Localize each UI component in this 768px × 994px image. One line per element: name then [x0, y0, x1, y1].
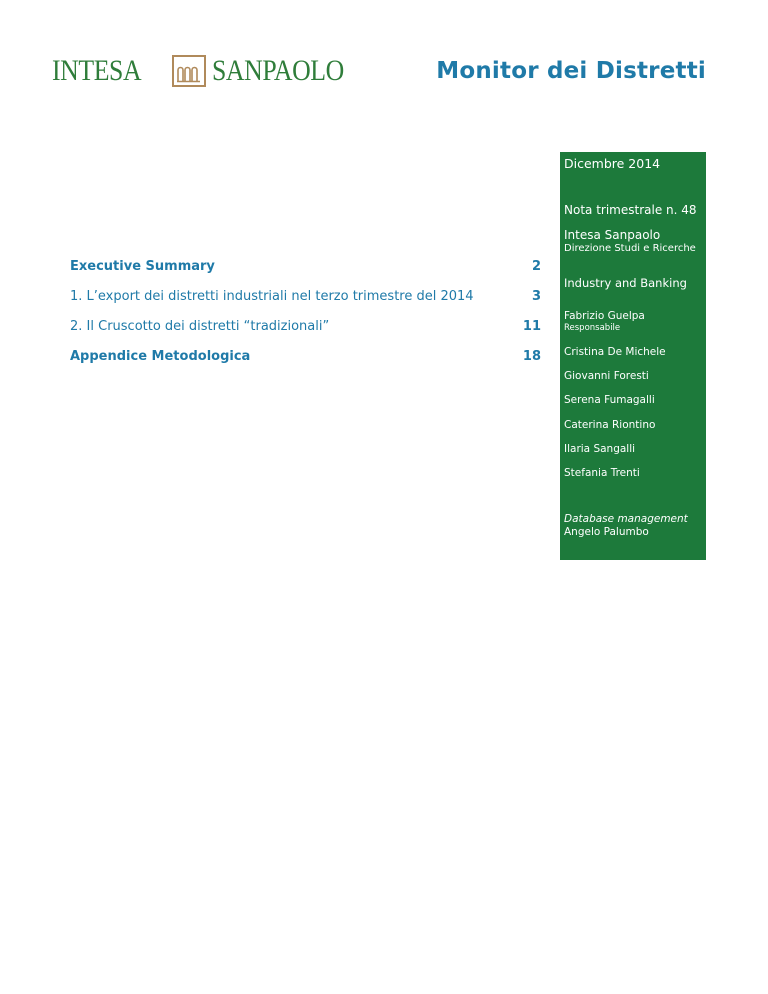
- author-name: Caterina Riontino: [564, 419, 656, 431]
- author-name: Giovanni Foresti: [564, 370, 649, 382]
- unit-name: Industry and Banking: [564, 276, 687, 290]
- toc-entry-export-distretti[interactable]: [70, 289, 544, 319]
- toc-entry-page: 2: [531, 259, 541, 274]
- toc-entry-page: 11: [522, 319, 541, 334]
- toc-entry-label: 2. Il Cruscotto dei distretti “tradizionali”: [70, 319, 330, 334]
- database-management-label: Database management: [564, 513, 688, 525]
- author-name: Stefania Trenti: [564, 467, 640, 479]
- organization-name: Intesa Sanpaolo: [564, 228, 661, 242]
- toc-entry-page: 3: [531, 289, 541, 304]
- publication-date: Dicembre 2014: [564, 156, 661, 171]
- toc-entry-appendice[interactable]: [70, 349, 544, 379]
- document-title: Monitor dei Distretti: [436, 58, 706, 84]
- author-name: Cristina De Michele: [564, 346, 666, 358]
- department-name: Direzione Studi e Ricerche: [564, 243, 696, 254]
- intesa-sanpaolo-logo: [52, 54, 370, 88]
- info-sidebar: [560, 152, 706, 560]
- database-manager-name: Angelo Palumbo: [564, 526, 649, 538]
- author-head-name: Fabrizio Guelpa: [564, 310, 645, 322]
- toc-entry-cruscotto[interactable]: [70, 319, 544, 349]
- note-number: Nota trimestrale n. 48: [564, 203, 697, 217]
- toc-entry-page: 18: [522, 349, 541, 364]
- author-head-role: Responsabile: [564, 323, 621, 333]
- toc-entry-executive-summary[interactable]: [70, 259, 544, 289]
- logo-text-left: INTESA: [52, 54, 142, 87]
- logo-emblem-icon: [172, 55, 206, 87]
- logo-text-right: SANPAOLO: [212, 54, 344, 87]
- author-name: Serena Fumagalli: [564, 394, 655, 406]
- toc-entry-label: Executive Summary: [70, 259, 215, 274]
- author-name: Ilaria Sangalli: [564, 443, 636, 455]
- toc-entry-label: 1. L’export dei distretti industriali nel terzo trimestre del 2014: [70, 289, 474, 304]
- table-of-contents: [70, 259, 544, 379]
- toc-entry-label: Appendice Metodologica: [70, 349, 251, 364]
